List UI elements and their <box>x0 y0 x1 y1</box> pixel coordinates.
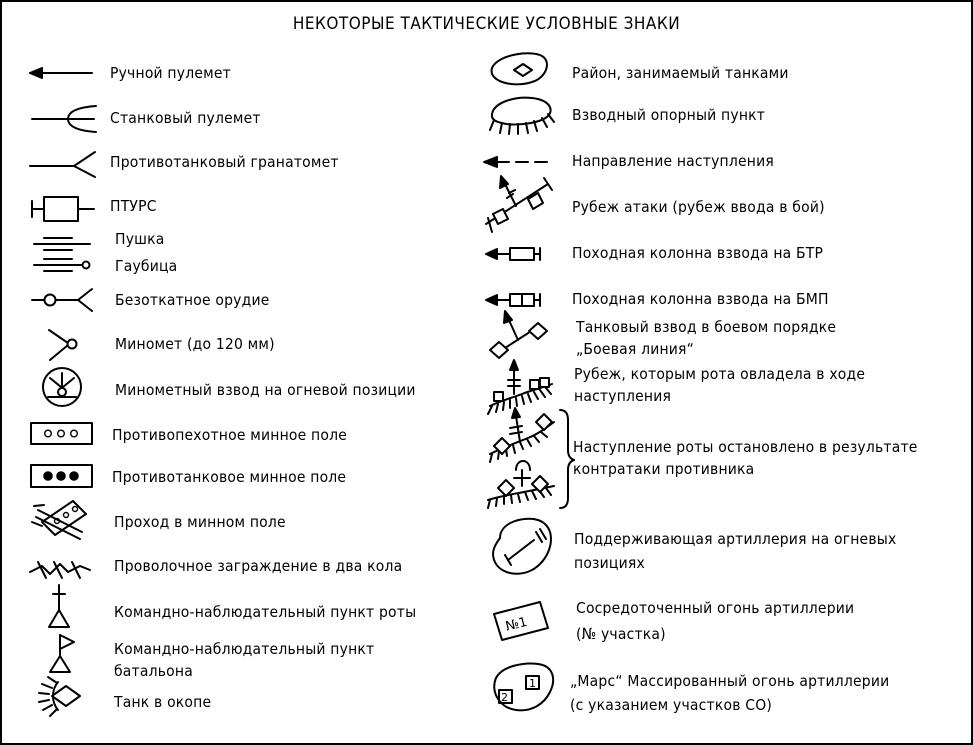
hand-machine-gun-symbol <box>30 68 92 78</box>
label-tank-area: Район, занимаемый танками <box>572 64 789 82</box>
antitank-minefield-symbol <box>31 465 92 487</box>
company-captured-line-symbol <box>488 360 552 414</box>
gun-symbol <box>34 238 90 250</box>
label-support-artillery: Поддерживающая артиллерия на огневых <box>574 530 897 548</box>
minefield-passage-symbol <box>32 501 86 539</box>
label-hand-machine-gun: Ручной пулемет <box>110 64 231 82</box>
mortar-symbol <box>49 330 77 360</box>
antipersonnel-minefield-symbol <box>31 423 92 444</box>
label-battalion-observation-post: Командно-наблюдательный пункт <box>114 640 375 658</box>
concentrated-fire-sign: №1 <box>504 614 529 635</box>
howitzer-symbol <box>34 259 90 271</box>
label-howitzer: Гаубица <box>115 257 178 275</box>
label-support-artillery-2: позициях <box>574 554 645 572</box>
label-tank-platoon-line-2: „Боевая линия“ <box>576 340 695 358</box>
label-tank-platoon-line: Танковый взвод в боевом порядке <box>576 318 837 336</box>
tank-platoon-line-symbol <box>490 311 547 358</box>
mortar-platoon-symbol <box>43 368 81 406</box>
company-observation-post-symbol <box>49 585 69 627</box>
label-recoilless-gun: Безоткатное орудие <box>115 291 270 309</box>
label-mounted-machine-gun: Станковый пулемет <box>110 109 261 127</box>
label-company-observation-post: Командно-наблюдательный пункт роты <box>114 603 417 621</box>
label-company-captured-line: Рубеж, которым рота овладела в ходе <box>574 365 866 383</box>
label-company-captured-line-2: наступления <box>574 387 672 405</box>
recoilless-gun-symbol <box>32 289 92 311</box>
label-atgm: ПТУРС <box>110 197 157 215</box>
label-antipersonnel-minefield: Противопехотное минное поле <box>112 426 347 444</box>
column-apc-symbol <box>486 248 540 260</box>
concentrated-fire-symbol <box>494 602 548 640</box>
support-artillery-symbol <box>493 519 551 574</box>
group-brace <box>560 410 574 508</box>
column-ifv-symbol <box>486 294 540 306</box>
label-mortar-platoon: Минометный взвод на огневой позиции <box>115 381 416 399</box>
mounted-machine-gun-symbol <box>32 106 96 132</box>
label-platoon-strongpoint: Взводный опорный пункт <box>572 106 766 124</box>
label-antitank-grenade-launcher: Противотанковый гранатомет <box>110 153 339 171</box>
label-mars-fire: „Марс“ Массированный огонь артиллерии <box>570 672 890 690</box>
attack-direction-symbol <box>484 157 547 167</box>
label-attack-stopped: Наступление роты остановлено в результате <box>573 438 918 456</box>
label-attack-stopped-2: контратаки противника <box>573 460 755 478</box>
page-title: НЕКОТОРЫЕ ТАКТИЧЕСКИЕ УСЛОВНЫЕ ЗНАКИ <box>292 14 681 34</box>
label-column-apc: Походная колонна взвода на БТР <box>572 244 824 262</box>
mars-fire-symbol <box>494 664 553 711</box>
attack-stopped-symbol <box>488 408 554 508</box>
label-attack-direction: Направление наступления <box>572 152 774 170</box>
label-dug-in-tank: Танк в окопе <box>114 693 212 711</box>
label-wire-obstacle: Проволочное заграждение в два кола <box>114 557 403 575</box>
atgm-symbol <box>32 197 94 221</box>
label-minefield-passage: Проход в минном поле <box>114 513 286 531</box>
label-concentrated-fire: Сосредоточенный огонь артиллерии <box>576 599 855 617</box>
platoon-strongpoint-symbol <box>490 98 554 134</box>
mars-sign-a: 2 <box>501 691 508 704</box>
antitank-grenade-launcher-symbol <box>30 152 95 177</box>
label-gun: Пушка <box>115 230 165 248</box>
mars-sign-b: 1 <box>529 677 536 690</box>
wire-obstacle-symbol <box>30 562 90 578</box>
label-antitank-minefield: Противотанковое минное поле <box>112 468 347 486</box>
attack-line-symbol <box>486 176 552 232</box>
label-battalion-observation-post-2: батальона <box>114 662 193 680</box>
tank-area-symbol <box>492 53 547 84</box>
battalion-observation-post-symbol <box>50 635 74 672</box>
label-column-ifv: Походная колонна взвода на БМП <box>572 290 829 308</box>
label-mars-fire-2: (с указанием участков СО) <box>570 696 773 714</box>
dug-in-tank-symbol <box>39 677 80 716</box>
label-mortar: Миномет (до 120 мм) <box>115 335 275 353</box>
symbols-layer <box>2 2 971 743</box>
label-concentrated-fire-2: (№ участка) <box>576 625 666 643</box>
label-attack-line: Рубеж атаки (рубеж ввода в бой) <box>572 198 825 216</box>
